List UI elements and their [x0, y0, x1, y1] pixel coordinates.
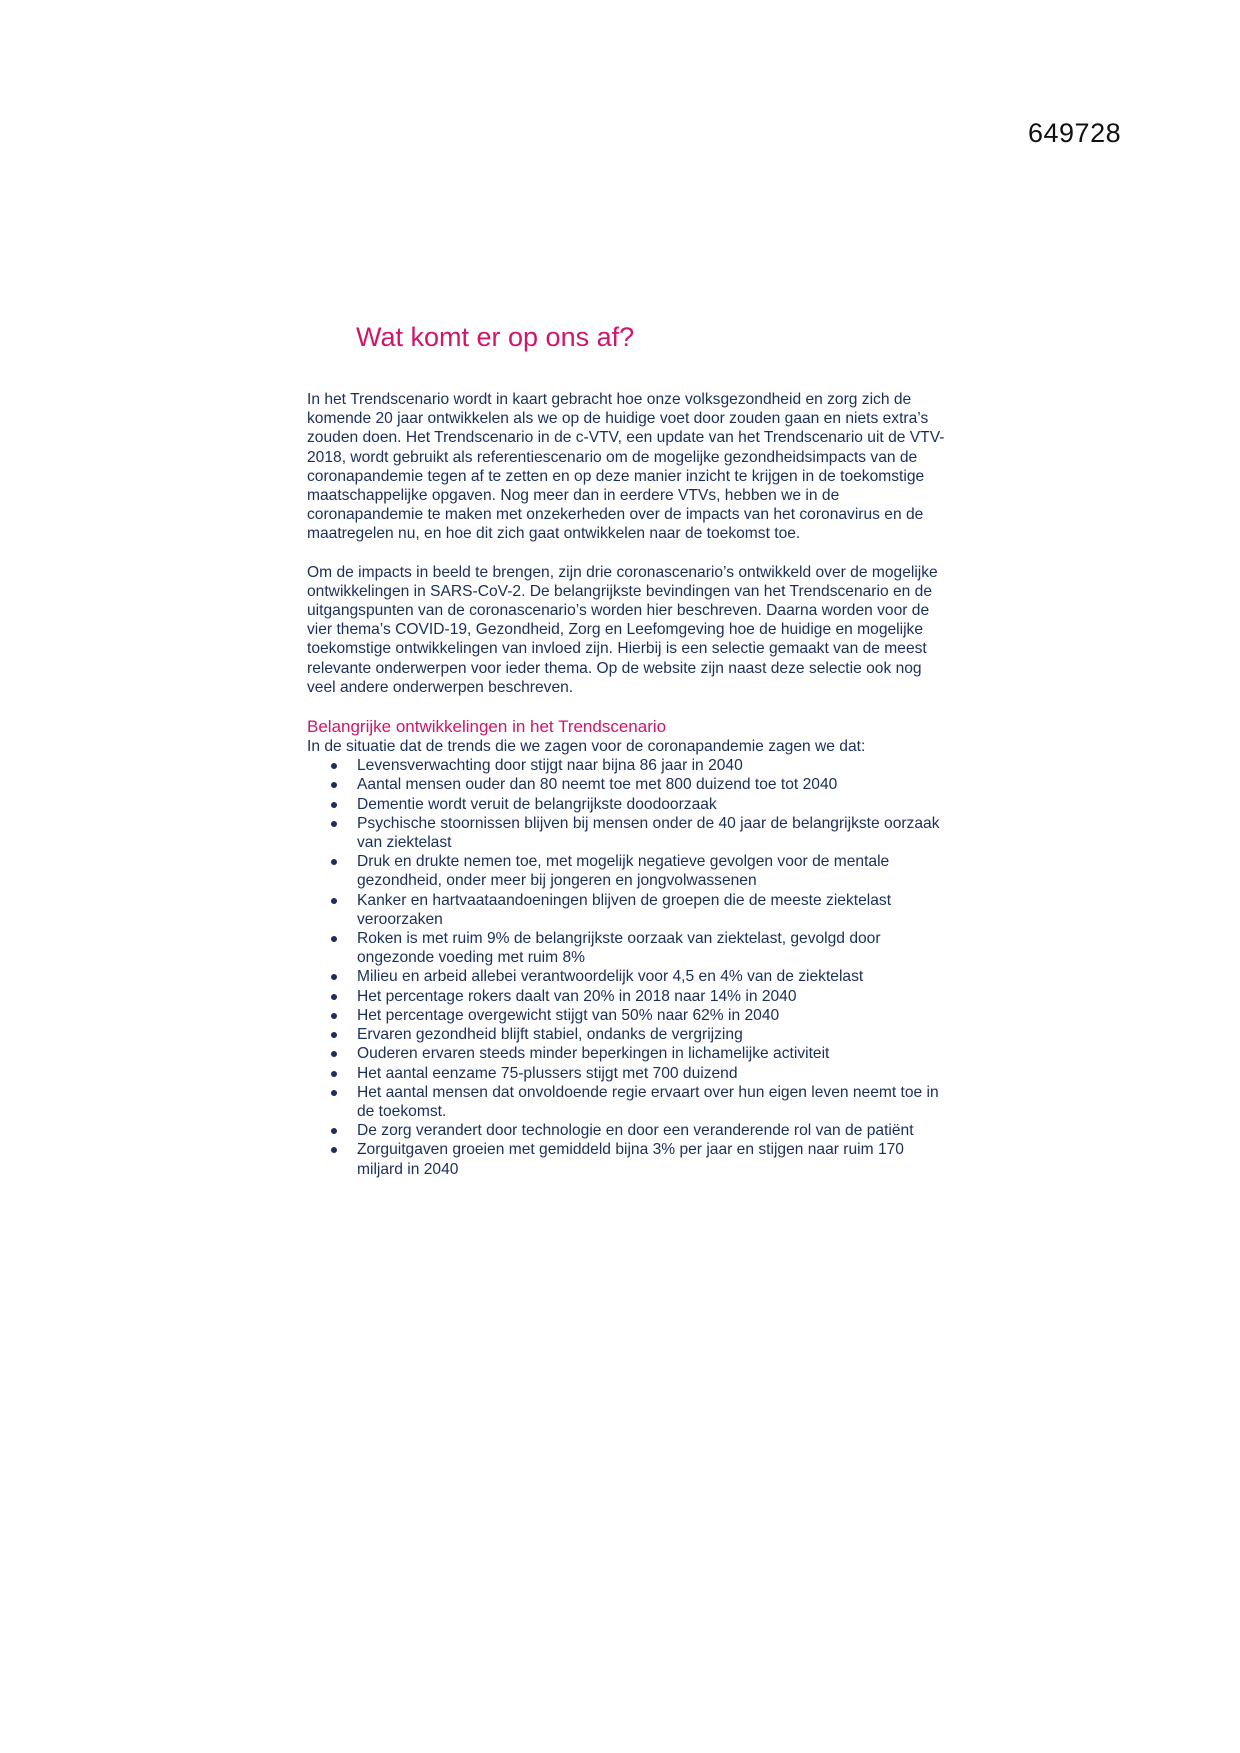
bullet-icon	[331, 1051, 337, 1057]
list-item-text: Dementie wordt veruit de belangrijkste doodoorzaak	[357, 795, 717, 813]
list-item	[357, 987, 947, 1006]
document-body	[307, 390, 947, 1179]
bullet-icon	[331, 994, 337, 1000]
list-item	[357, 775, 947, 794]
bullet-icon	[331, 1071, 337, 1077]
list-item	[357, 814, 947, 852]
list-item-text: Milieu en arbeid allebei verantwoordelijk voor 4,5 en 4% van de ziektelast	[357, 968, 864, 986]
section-intro: In de situatie dat de trends die we zagen voor de coronapandemie zagen we dat:	[307, 738, 866, 756]
list-item-text: Roken is met ruim 9% de belangrijkste oorzaak van ziektelast, gevolgd door ongezonde voeding met ruim 8%	[357, 930, 881, 967]
list-item-text: Ouderen ervaren steeds minder beperkingen in lichamelijke activiteit	[357, 1045, 830, 1063]
bullet-icon	[331, 802, 337, 808]
bullet-icon	[331, 1090, 337, 1096]
list-item	[357, 1064, 947, 1083]
document-number: 649728	[1028, 118, 1122, 148]
list-item	[357, 1006, 947, 1025]
paragraph-trendscenario: In het Trendscenario wordt in kaart gebracht hoe onze volksgezondheid en zorg zich de komende 20 jaar ontwikkelen als we op de huidige voet door zouden gaan en niets extra’s zouden doen. Het Trendscenario in de c-VTV, een update van het Trendscenario uit de VTV-2018, wordt gebruikt als referentiescenario om de mogelijke gezondheidsimpacts van de coronapandemie tegen af te zetten en op deze manier inzicht te krijgen in de toekomstige maatschappelijke opgaven. Nog meer dan in eerdere VTVs, hebben we in de coronapandemie te maken met onzekerheden over de impacts van het coronavirus en de maatregelen nu, en hoe dit zich gaat ontwikkelen naar de toekomst toe.	[307, 391, 945, 543]
list-item-text: Het percentage overgewicht stijgt van 50% naar 62% in 2040	[357, 1006, 780, 1024]
list-item-text: Ervaren gezondheid blijft stabiel, ondanks de vergrijzing	[357, 1026, 743, 1044]
bullet-icon	[331, 1147, 337, 1153]
bullet-icon	[331, 1032, 337, 1038]
list-item-text: Levensverwachting door stijgt naar bijna 86 jaar in 2040	[357, 757, 743, 775]
list-item-text: Het aantal eenzame 75-plussers stijgt met 700 duizend	[357, 1064, 738, 1082]
page-title: Wat komt er op ons af?	[356, 322, 635, 352]
bullet-icon	[331, 898, 337, 904]
list-item	[357, 795, 947, 814]
bullet-icon	[331, 763, 337, 769]
list-item	[357, 929, 947, 967]
list-item-text: Psychische stoornissen blijven bij mensen onder de 40 jaar de belangrijkste oorzaak van ziektelast	[357, 814, 940, 852]
bullet-icon	[331, 859, 337, 865]
bullet-icon	[331, 974, 337, 980]
list-item-text: De zorg verandert door technologie en door een veranderende rol van de patiënt	[357, 1122, 914, 1140]
list-item	[357, 1083, 947, 1121]
paragraph-coronascenarios: Om de impacts in beeld te brengen, zijn drie coronascenario’s ontwikkeld over de mogelijke ontwikkelingen in SARS-CoV-2. De belangrijkste bevindingen van het Trendscenario en de uitgangspunten van de coronascenario’s worden hier beschreven. Daarna worden voor de vier thema’s COVID-19, Gezondheid, Zorg en Leefomgeving hoe de huidige en mogelijke toekomstige ontwikkelingen van invloed zijn. Hierbij is een selectie gemaakt van de meest relevante onderwerpen voor ieder thema. Op de website zijn naast deze selectie ook nog veel andere onderwerpen beschreven.	[307, 563, 938, 696]
developments-list	[307, 756, 947, 1178]
list-item	[357, 967, 947, 986]
list-item	[357, 756, 947, 775]
list-item	[357, 852, 947, 890]
list-item-text: Zorguitgaven groeien met gemiddeld bijna 3% per jaar en stijgen naar ruim 170 miljard in 2040	[357, 1141, 904, 1178]
section-heading: Belangrijke ontwikkelingen in het Trendscenario	[307, 717, 667, 737]
list-item	[357, 1025, 947, 1044]
bullet-icon	[331, 1128, 337, 1134]
list-item-text: Het aantal mensen dat onvoldoende regie ervaart over hun eigen leven neemt toe in de toekomst.	[357, 1083, 939, 1120]
list-item	[357, 1140, 947, 1178]
bullet-icon	[331, 782, 337, 788]
list-item-text: Aantal mensen ouder dan 80 neemt toe met 800 duizend toe tot 2040	[357, 776, 838, 794]
list-item	[357, 1044, 947, 1063]
bullet-icon	[331, 821, 337, 827]
list-item-text: Kanker en hartvaataandoeningen blijven de groepen die de meeste ziektelast veroorzaken	[357, 891, 892, 928]
bullet-icon	[331, 936, 337, 942]
list-item	[357, 1121, 947, 1140]
list-item-text: Druk en drukte nemen toe, met mogelijk negatieve gevolgen voor de mentale gezondheid, onder meer bij jongeren en jongvolwassenen	[357, 853, 890, 890]
list-item	[357, 891, 947, 929]
bullet-icon	[331, 1013, 337, 1019]
list-item-text: Het percentage rokers daalt van 20% in 2018 naar 14% in 2040	[357, 987, 797, 1005]
